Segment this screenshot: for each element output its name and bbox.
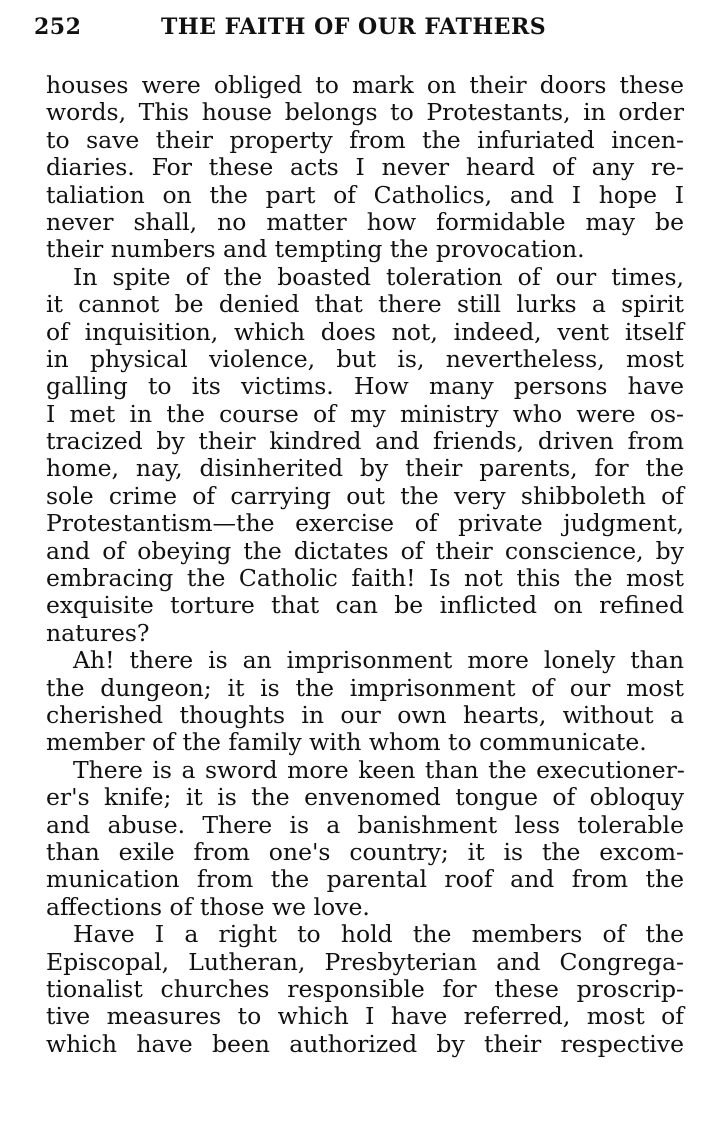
text-line: In spite of the boasted toleration of our times,: [73, 262, 684, 291]
running-head: [34, 14, 684, 50]
text-line: embracing the Catholic faith! Is not this the most: [46, 564, 684, 593]
text-line: natures?: [46, 618, 150, 647]
text-line: exquisite torture that can be inflicted on refined: [46, 591, 684, 620]
text-line: There is a sword more keen than the executioner-: [73, 755, 684, 784]
text-line: I met in the course of my ministry who were os-: [46, 399, 684, 428]
text-line: member of the family with whom to communicate.: [46, 728, 647, 757]
page-number: 252: [34, 14, 82, 40]
book-title: THE FAITH OF OUR FATHERS: [161, 14, 547, 40]
text-line: taliation on the part of Catholics, and I hope I: [46, 180, 684, 209]
text-line: and of obeying the dictates of their conscience, by: [46, 536, 684, 565]
text-line: their numbers and tempting the provocation.: [46, 235, 585, 264]
text-line: of inquisition, which does not, indeed, vent itself: [46, 317, 684, 346]
text-line: than exile from one's country; it is the excom-: [46, 837, 684, 866]
text-line: munication from the parental roof and from the: [46, 865, 684, 894]
text-line: sole crime of carrying out the very shibboleth of: [46, 481, 684, 510]
text-line: in physical violence, but is, nevertheless, most: [46, 344, 684, 373]
text-line: and abuse. There is a banishment less tolerable: [46, 810, 684, 839]
text-line: home, nay, disinherited by their parents, for the: [46, 454, 684, 483]
text-line: tive measures to which I have referred, most of: [46, 1002, 684, 1031]
text-line: affections of those we love.: [46, 892, 370, 921]
text-line: cherished thoughts in our own hearts, without a: [46, 700, 684, 729]
text-line: tracized by their kindred and friends, driven from: [46, 427, 684, 456]
text-line: it cannot be denied that there still lurks a spirit: [46, 290, 684, 319]
text-line: Episcopal, Lutheran, Presbyterian and Congrega-: [46, 947, 684, 976]
text-line: tionalist churches responsible for these proscrip-: [46, 974, 684, 1003]
text-line: words, This house belongs to Protestants, in order: [46, 98, 684, 127]
text-line: diaries. For these acts I never heard of any re-: [46, 153, 684, 182]
text-line: Protestantism—the exercise of private judgment,: [46, 509, 684, 538]
text-line: Have I a right to hold the members of the: [73, 920, 684, 949]
text-line: which have been authorized by their respective: [46, 1029, 684, 1058]
text-line: never shall, no matter how formidable may be: [46, 207, 684, 236]
text-line: houses were obliged to mark on their doors these: [46, 71, 684, 99]
text-line: to save their property from the infuriated incen-: [46, 125, 684, 154]
body-text: [46, 72, 684, 1058]
text-line: galling to its victims. How many persons have: [46, 372, 684, 401]
text-line: er's knife; it is the envenomed tongue of obloquy: [46, 783, 684, 812]
text-line: Ah! there is an imprisonment more lonely than: [73, 646, 684, 675]
text-line: the dungeon; it is the imprisonment of our most: [46, 673, 684, 702]
